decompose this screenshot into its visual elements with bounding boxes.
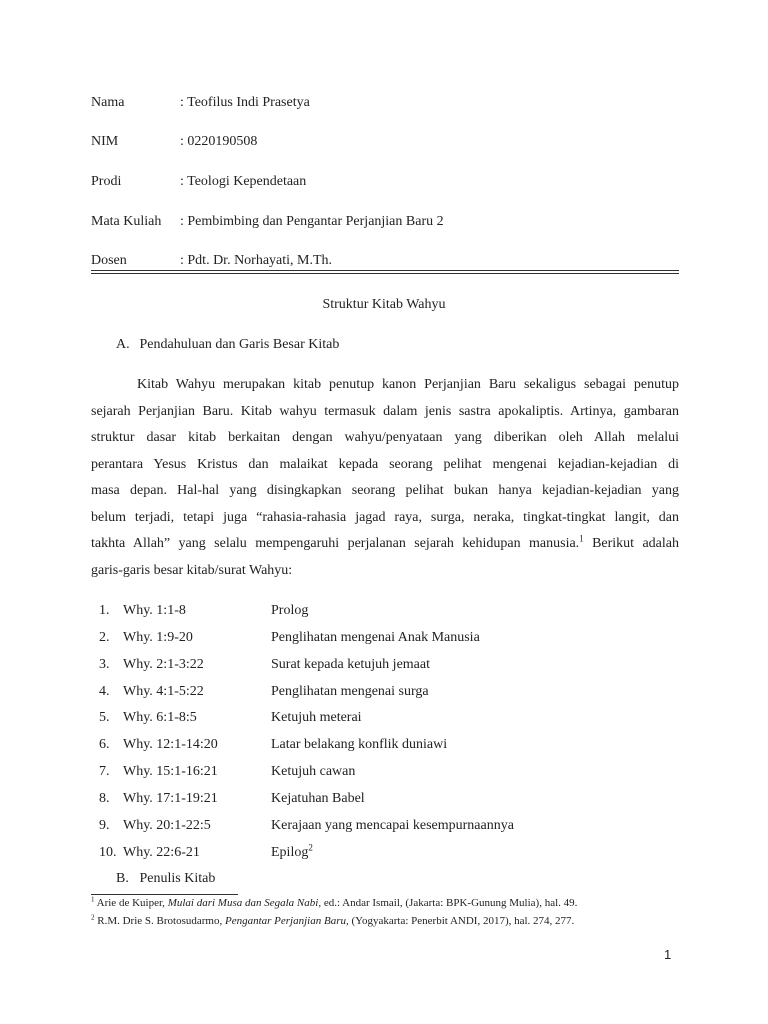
footnote-separator [91,894,238,895]
header-divider-top [91,270,679,271]
paragraph-line: sejarah Perjanjian Baru. Kitab wahyu termasuk dalam jenis sastra apokaliptis. Artinya, gambaran [91,403,679,419]
footnote-number: 2 [91,913,95,922]
list-reference: Why. 17:1-19:21 [123,791,218,806]
list-reference: Why. 12:1-14:20 [123,737,218,752]
footnote-text: Arie de Kuiper, [94,897,168,909]
list-number: 7. [99,764,110,779]
header-value: : Teofilus Indi Prasetya [180,95,310,110]
intro-paragraph [91,372,679,584]
header-label: NIM [91,134,119,149]
section-heading-b [116,871,215,887]
paragraph-line-with-footnote [91,531,679,558]
paragraph-line: Kitab Wahyu merupakan kitab penutup kanon Perjanjian Baru sekaligus sebagai penutup [137,377,679,392]
section-letter: A. [116,337,130,352]
list-description [271,842,313,861]
paragraph-line: garis-garis besar kitab/surat Wahyu: [91,562,293,578]
list-description: Ketujuh cawan [271,764,356,779]
list-number: 2. [99,630,110,645]
list-number: 8. [99,791,110,806]
section-letter: B. [116,871,129,886]
footnote-text: ed.: Andar Ismail, (Jakarta: BPK-Gunung Mulia), hal. 49. [321,897,578,909]
header-value: : Pembimbing dan Pengantar Perjanjian Baru 2 [180,214,444,229]
list-description: Penglihatan mengenai surga [271,684,429,699]
paragraph-line: belum terjadi, tetapi juga “rahasia-rahasia jagad raya, surga, neraka, tingkat-tingkat langit, dan [91,509,679,525]
paragraph-text: takhta Allah” yang selalu mempengaruhi perjalanan sejarah kehidupan manusia. [91,536,580,551]
header-value: : Teologi Kependetaan [180,174,307,189]
list-reference: Why. 6:1-8:5 [123,710,197,725]
list-description: Surat kepada ketujuh jemaat [271,657,430,672]
list-reference: Why. 1:9-20 [123,630,193,645]
list-description: Kerajaan yang mencapai kesempurnaannya [271,818,514,833]
list-reference: Why. 22:6-21 [123,845,200,860]
header-label: Prodi [91,174,122,189]
section-heading-text: Pendahuluan dan Garis Besar Kitab [139,337,340,352]
section-heading-a [116,337,339,353]
footnote-book-title: Mulai dari Musa dan Segala Nabi, [167,897,322,909]
footnote-number: 1 [91,895,95,904]
list-reference: Why. 4:1-5:22 [123,684,204,699]
list-number: 6. [99,737,110,752]
footnote-marker[interactable]: 2 [308,842,313,853]
list-number: 3. [99,657,110,672]
list-description: Prolog [271,603,309,618]
list-number: 9. [99,818,110,833]
header-label: Dosen [91,253,127,268]
footnote-1 [91,897,577,909]
footnote-text: R.M. Drie S. Brotosudarmo, [94,915,225,927]
footnote-2 [91,915,574,927]
footnote-marker[interactable]: 1 [579,533,584,544]
page-number: 1 [664,947,672,962]
footnote-text: (Yogyakarta: Penerbit ANDI, 2017), hal. 274, 277. [348,915,575,927]
header-label: Nama [91,95,125,110]
list-description: Ketujuh meterai [271,710,362,725]
paragraph-line: masa depan. Hal-hal yang disingkapkan seorang pelihat bukan hanya kejadian-kejadian yang [91,483,679,498]
list-description: Penglihatan mengenai Anak Manusia [271,630,480,645]
list-reference: Why. 15:1-16:21 [123,764,218,779]
header-divider-bottom [91,273,679,274]
paragraph-line: perantara Yesus Kristus dan malaikat kepada seorang pelihat mengenai kejadian-kejadian di [91,456,679,472]
list-reference: Why. 2:1-3:22 [123,657,204,672]
paragraph-line: struktur dasar kitab berkaitan dengan wahyu/penyataan yang diberikan oleh Allah melalui [91,430,679,445]
list-description-text: Epilog [271,845,309,860]
list-number: 5. [99,710,110,725]
list-reference: Why. 20:1-22:5 [123,818,211,833]
section-heading-text: Penulis Kitab [139,871,216,886]
header-value: : Pdt. Dr. Norhayati, M.Th. [180,253,333,268]
list-number: 1. [99,603,110,618]
list-description: Kejatuhan Babel [271,791,365,806]
paragraph-text: Berikut adalah [583,536,679,551]
list-description: Latar belakang konflik duniawi [271,737,448,752]
list-number: 10. [99,845,117,860]
list-reference: Why. 1:1-8 [123,603,186,618]
header-value: : 0220190508 [180,134,258,149]
footnote-book-title: Pengantar Perjanjian Baru, [224,915,349,927]
list-number: 4. [99,684,110,699]
document-title: Struktur Kitab Wahyu [322,297,446,312]
header-label: Mata Kuliah [91,214,162,229]
